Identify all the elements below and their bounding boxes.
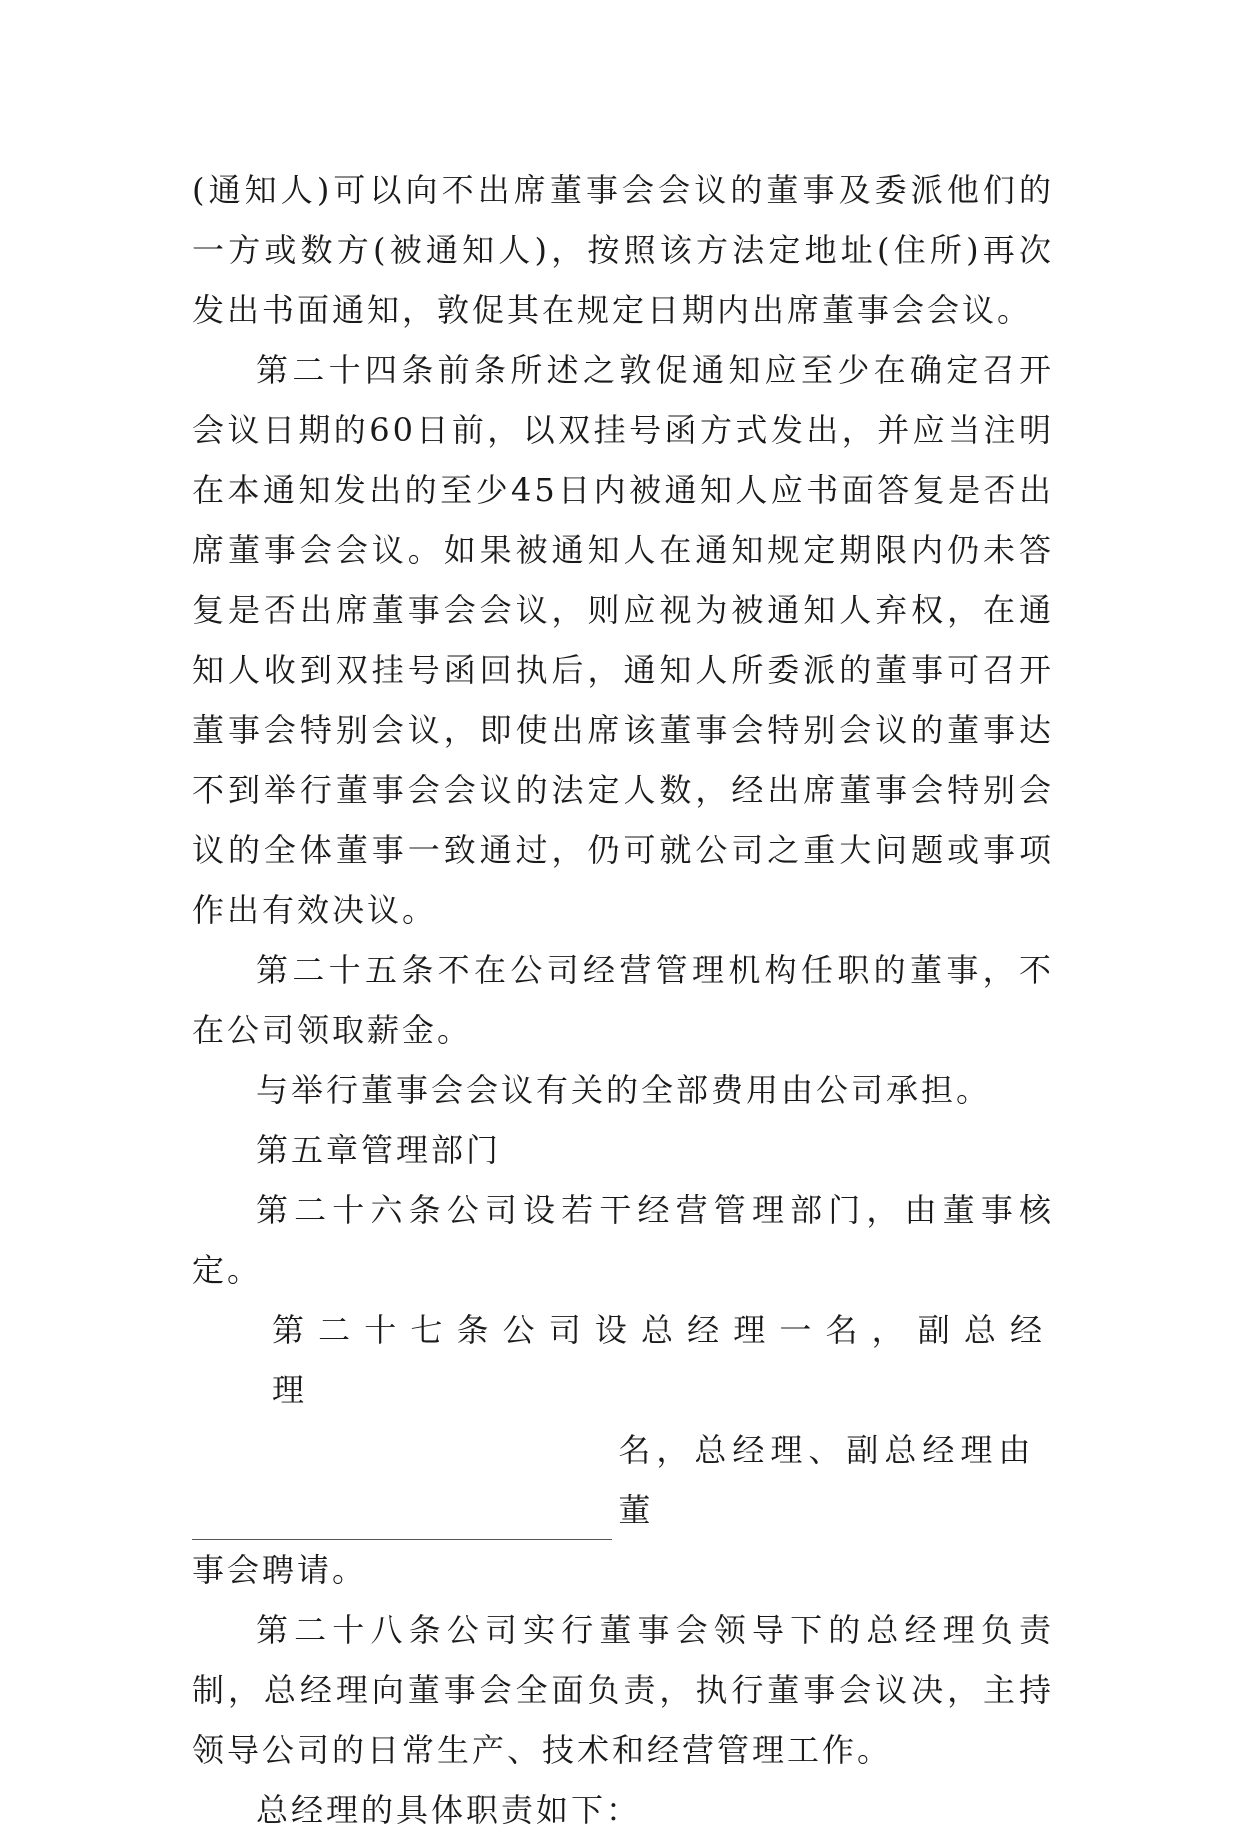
- paragraph-article-27: [192, 1300, 1054, 1600]
- article-27-line-1: 第二十七条公司设总经理一名，副总经理: [272, 1311, 1054, 1409]
- article-27-line-3: 事会聘请。: [192, 1551, 368, 1589]
- fill-in-blank: [192, 1495, 612, 1540]
- paragraph-continuation: (通知人)可以向不出席董事会会议的董事及委派他们的一方或数方(被通知人)，按照该方法定地址(住所)再次发出书面通知，敦促其在规定日期内出席董事会会议。: [192, 171, 1054, 329]
- article-27-after-blank: 名，总经理、副总经理由董: [618, 1431, 1037, 1529]
- article-27-line-2: [192, 1420, 1054, 1540]
- paragraph-duties-intro: 总经理的具体职责如下：: [256, 1791, 642, 1829]
- paragraph-article-24: 第二十四条前条所述之敦促通知应至少在确定召开会议日期的60日前，以双挂号函方式发出，并应当注明在本通知发出的至少45日内被通知人应书面答复是否出席董事会会议。如果被通知人在通知规定期限内仍未答复是否出席董事会会议，则应视为被通知人弃权，在通知人收到双挂号函回执后，通知人所委派的董事可召开董事会特别会议，即使出席该董事会特别会议的董事达不到举行董事会会议的法定人数，经出席董事会特别会议的全体董事一致通过，仍可就公司之重大问题或事项作出有效决议。: [192, 351, 1054, 929]
- chapter-heading: 第五章管理部门: [256, 1131, 502, 1169]
- paragraph-expenses: 与举行董事会会议有关的全部费用由公司承担。: [256, 1071, 992, 1109]
- paragraph-article-28: 第二十八条公司实行董事会领导下的总经理负责制，总经理向董事会全面负责，执行董事会议决，主持领导公司的日常生产、技术和经营管理工作。: [192, 1611, 1054, 1769]
- paragraph-article-25: 第二十五条不在公司经营管理机构任职的董事，不在公司领取薪金。: [192, 951, 1054, 1049]
- paragraph-article-26: 第二十六条公司设若干经营管理部门，由董事核定。: [192, 1191, 1054, 1289]
- document-page: [192, 160, 1054, 1840]
